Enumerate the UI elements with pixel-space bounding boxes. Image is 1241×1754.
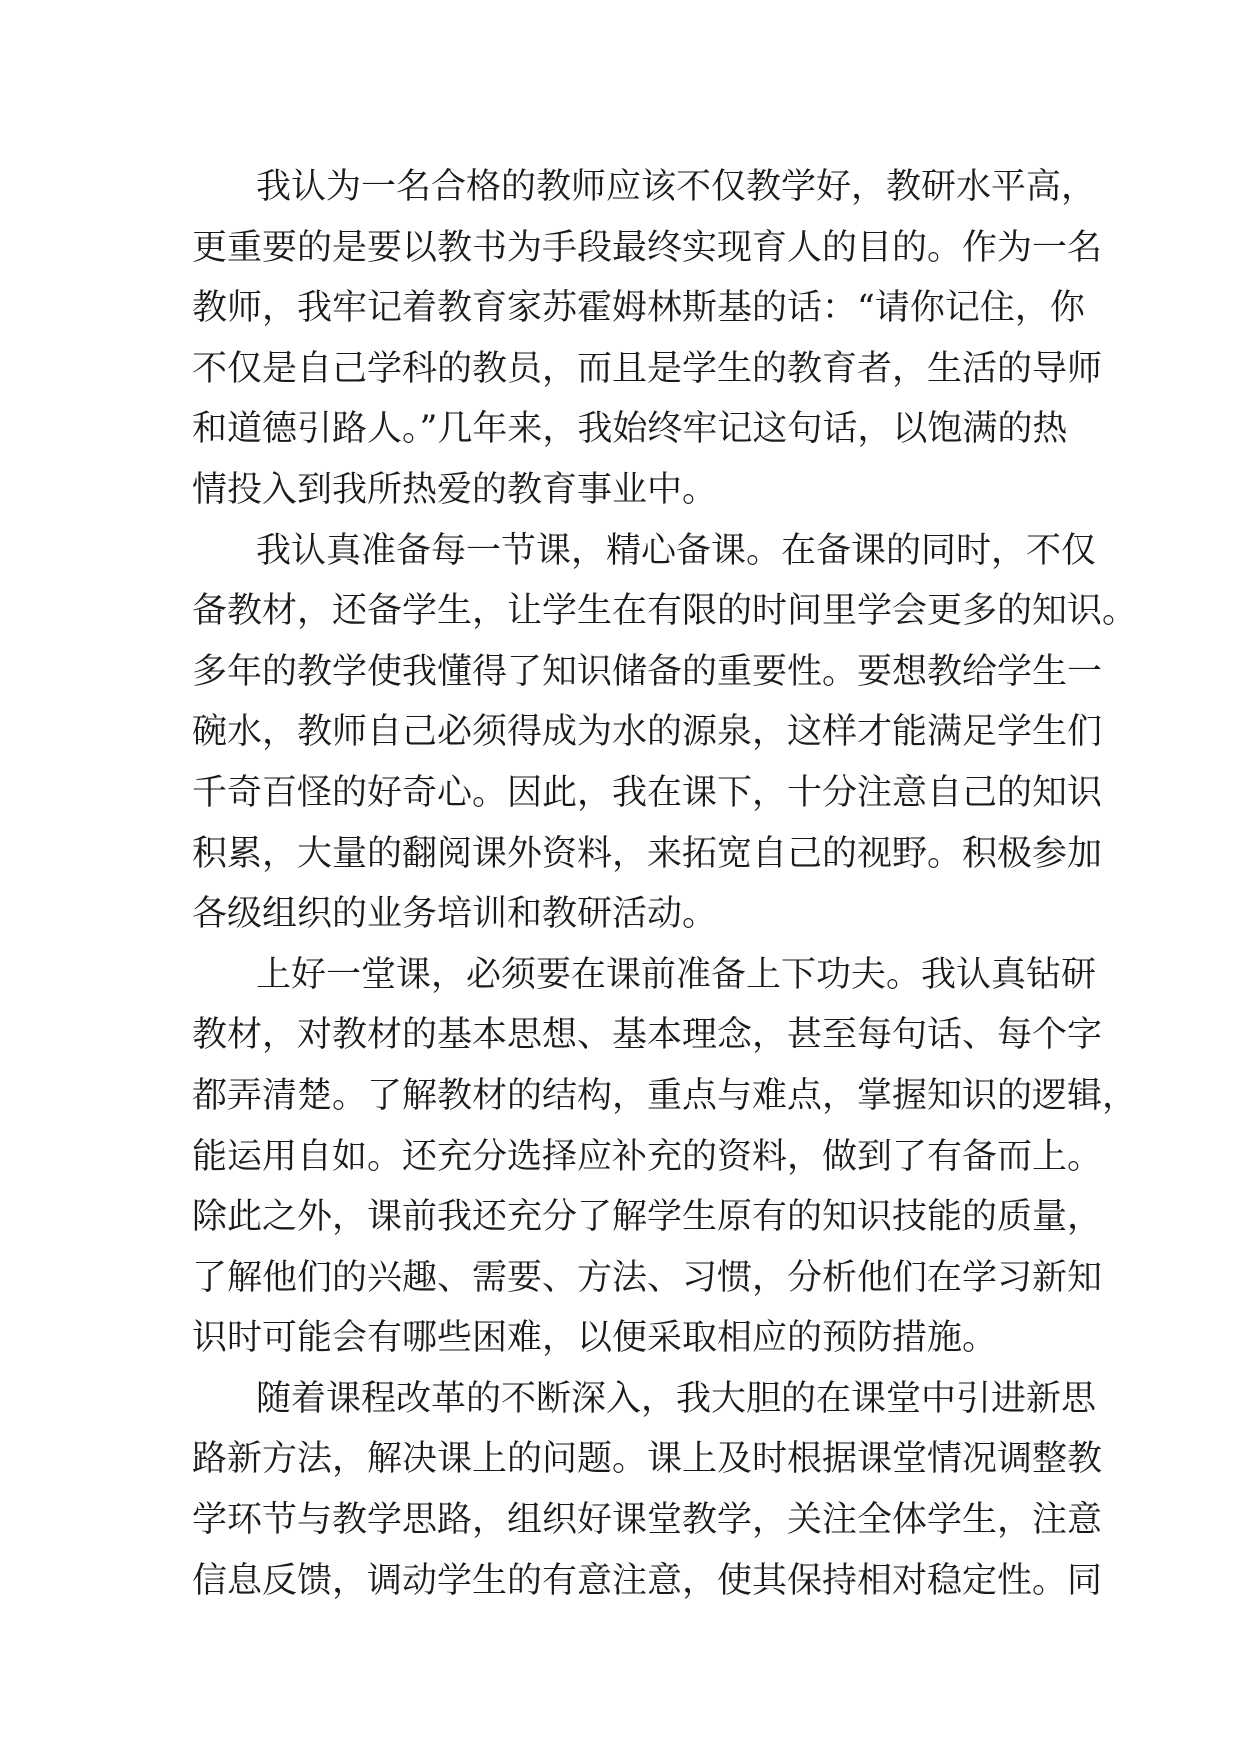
text-line: 识时可能会有哪些困难，以便采取相应的预防措施。 — [192, 1318, 998, 1359]
text-line: 不仅是自己学科的教员，而且是学生的教育者，生活的导师 — [192, 348, 1103, 389]
text-line: 学环节与教学思路，组织好课堂教学，关注全体学生，注意 — [192, 1500, 1103, 1541]
text-line: 信息反馈，调动学生的有意注意，使其保持相对稳定性。同 — [192, 1560, 1103, 1601]
text-line: 积累，大量的翻阅课外资料，来拓宽自己的视野。积极参加 — [192, 833, 1103, 874]
text-line: 千奇百怪的好奇心。因此，我在课下，十分注意自己的知识 — [192, 772, 1103, 813]
text-line: 路新方法，解决课上的问题。课上及时根据课堂情况调整教 — [192, 1439, 1103, 1480]
paragraph-first-line: 随着课程改革的不断深入，我大胆的在课堂中引进新思 — [256, 1378, 1097, 1419]
text-line: 碗水，教师自己必须得成为水的源泉，这样才能满足学生们 — [192, 712, 1103, 753]
text-line: 和道德引路人。”几年来，我始终牢记这句话，以饱满的热 — [192, 409, 1068, 450]
paragraph-first-line: 我认为一名合格的教师应该不仅教学好，教研水平高， — [256, 167, 1097, 207]
text-line: 能运用自如。还充分选择应补充的资料，做到了有备而上。 — [192, 1136, 1103, 1177]
body-text — [192, 157, 1138, 1611]
text-line: 更重要的是要以教书为手段最终实现育人的目的。作为一名 — [192, 227, 1103, 268]
text-line: 了解他们的兴趣、需要、方法、习惯，分析他们在学习新知 — [192, 1257, 1103, 1298]
text-line: 教材，对教材的基本思想、基本理念，甚至每句话、每个字 — [192, 1015, 1103, 1056]
paragraph-first-line: 上好一堂课，必须要在课前准备上下功夫。我认真钻研 — [256, 954, 1097, 995]
text-line: 各级组织的业务培训和教研活动。 — [192, 894, 718, 935]
text-line: 都弄清楚。了解教材的结构，重点与难点，掌握知识的逻辑， — [192, 1075, 1138, 1116]
paragraph-first-line: 我认真准备每一节课，精心备课。在备课的同时，不仅 — [256, 530, 1097, 571]
text-line: 除此之外，课前我还充分了解学生原有的知识技能的质量， — [192, 1197, 1103, 1238]
text-line: 多年的教学使我懂得了知识储备的重要性。要想教给学生一 — [192, 651, 1103, 692]
text-line: 教师，我牢记着教育家苏霍姆林斯基的话：“请你记住，你 — [192, 288, 1085, 329]
text-line: 备教材，还备学生，让学生在有限的时间里学会更多的知识。 — [192, 591, 1138, 632]
text-line: 情投入到我所热爱的教育事业中。 — [192, 469, 718, 510]
